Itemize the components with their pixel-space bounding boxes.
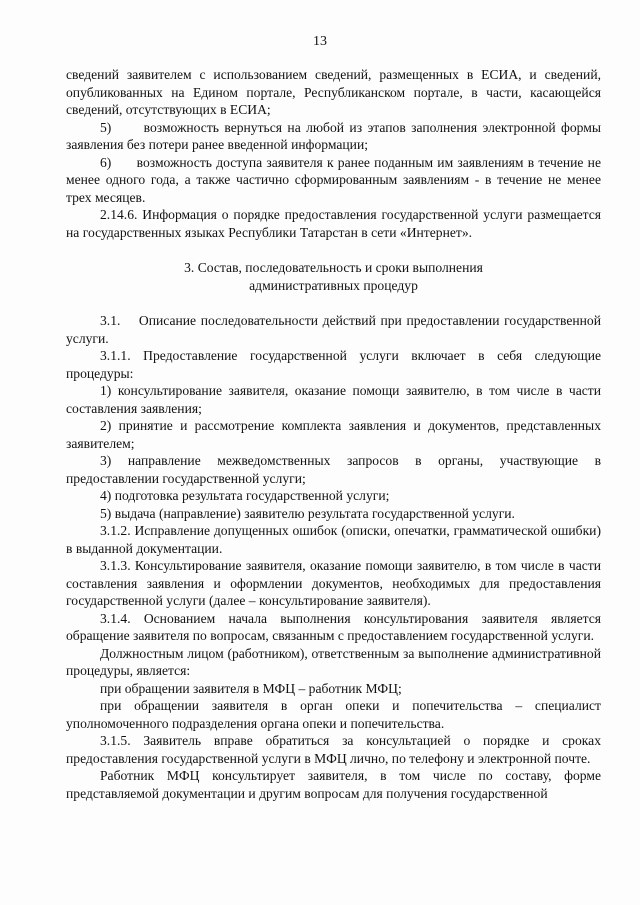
paragraph: при обращении заявителя в МФЦ – работник МФЦ; [100,680,402,696]
list-item: 5) выдача (направление) заявителю результата государственной услуги. [100,505,515,521]
paragraph: при обращении заявителя в орган опеки и попечительства – специалист уполномоченного подразделения органа опеки и попечительства. [66,698,601,731]
paragraph: Должностным лицом (работником), ответственным за выполнение административной процедуры, является: [66,645,601,678]
paragraph: 3.1. Описание последовательности действий при предоставлении государственной услуги. [66,313,601,346]
section-heading-line-1: 3. Состав, последовательность и сроки выполнения [184,260,483,275]
paragraph: 5) возможность вернуться на любой из этапов заполнения электронной формы заявления без потери ранее введенной информации; [66,119,601,152]
section-heading-line-2: административных процедур [249,277,418,293]
list-item: 4) подготовка результата государственной услуги; [100,488,390,503]
section-heading [66,259,601,294]
list-item: 3) направление межведомственных запросов в органы, участвующие в предоставлении государственной услуги; [66,453,601,486]
paragraph: 3.1.3. Консультирование заявителя, оказание помощи заявителю, в том числе в части составления заявления и оформлении документов, необходимых для предоставления государственной услуги (далее – консультирование заявителя). [66,558,601,608]
paragraph: 3.1.4. Основанием начала выполнения консультирования заявителя является обращение заявителя по вопросам, связанным с предоставлением государственной услуги. [66,610,601,643]
paragraph: 6) возможность доступа заявителя к ранее поданным им заявлениям в течение не менее одного года, а также частично сформированным заявлениям - в течение не менее трех месяцев. [66,154,601,205]
list-item: 1) консультирование заявителя, оказание помощи заявителю, в том числе в части составления заявления; [66,383,601,416]
paragraph: сведений заявителем с использованием сведений, размещенных в ЕСИА, и сведений, опубликованных на Едином портале, Республиканском портале, в части, касающейся сведений, отсутствующих в ЕСИА; [66,67,601,117]
paragraph: Работник МФЦ консультирует заявителя, в том числе по составу, форме представляемой документации и другим вопросам для получения государственной [66,768,601,801]
list-item: 2) принятие и рассмотрение комплекта заявления и документов, представленных заявителем; [66,418,601,451]
document-body [66,66,601,802]
paragraph: 2.14.6. Информация о порядке предоставления государственной услуги размещается на государственных языках Республики Татарстан в сети «Интернет». [66,207,601,240]
page-number: 13 [313,34,327,49]
paragraph: 3.1.5. Заявитель вправе обратиться за консультацией о порядке и сроках предоставления государственной услуги в МФЦ лично, по телефону и электронной почте. [66,733,601,766]
paragraph: 3.1.1. Предоставление государственной услуги включает в себя следующие процедуры: [66,348,601,381]
paragraph: 3.1.2. Исправление допущенных ошибок (описки, опечатки, грамматической ошибки) в выданной документации. [66,523,601,556]
